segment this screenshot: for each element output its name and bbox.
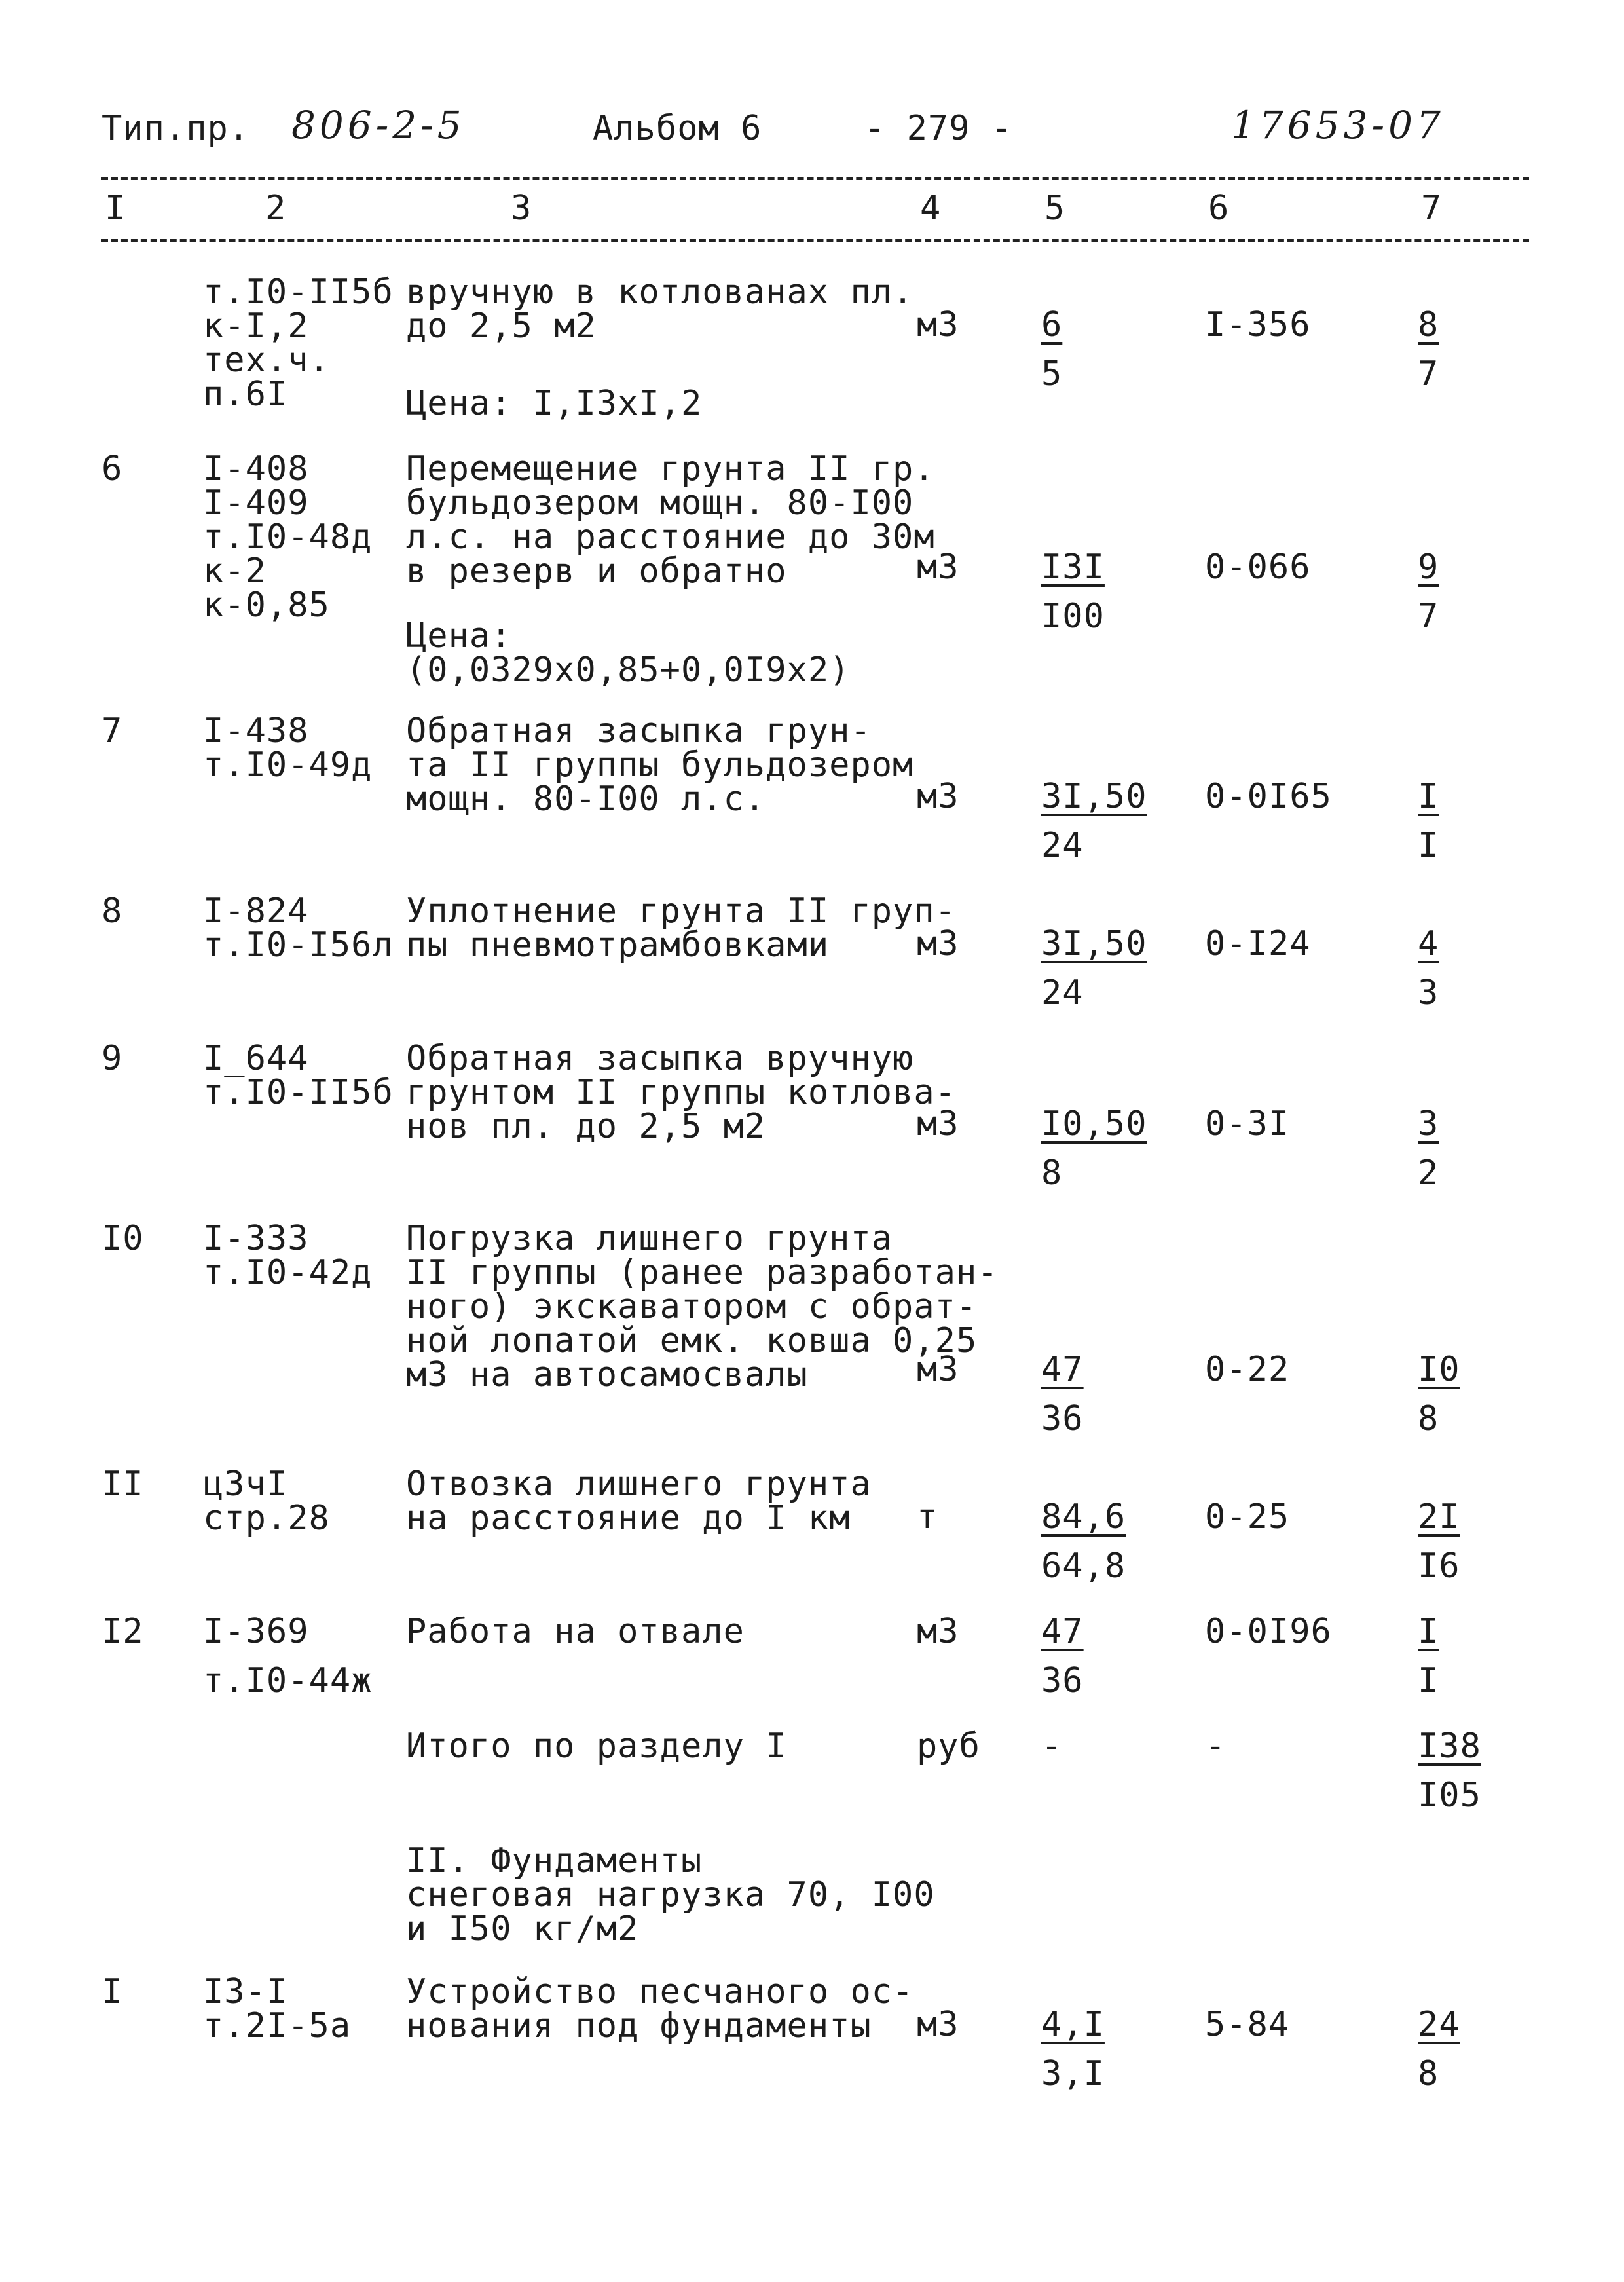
row-quantity-total: 84,6 (1041, 1497, 1126, 1537)
total-unit: руб (917, 1727, 980, 1766)
row-unit: м3 (917, 777, 959, 816)
row-cost: 7 (1418, 354, 1439, 394)
row-number: 8 (101, 891, 123, 931)
album-label: Альбом 6 (593, 109, 762, 148)
row-cost: 7 (1418, 597, 1439, 636)
row-quantity: 8 (1041, 1153, 1063, 1193)
row-cost-total: I (1418, 1612, 1439, 1651)
row-cost-total: 3 (1418, 1104, 1439, 1144)
row-quantity: 24 (1041, 973, 1084, 1013)
total-cost: I05 (1418, 1776, 1481, 1815)
row-code: I-408 I-409 т.I0-48д к-2 к-0,85 (203, 449, 373, 625)
row-price: Цена: I,I3xI,2 (406, 384, 703, 423)
row-cost-total: 9 (1418, 548, 1439, 587)
column-header-3: 3 (511, 189, 532, 228)
row-code: I_644 т.I0-II5б (203, 1039, 394, 1112)
row-code: I-824 т.I0-I56л (203, 891, 394, 965)
row-cost: 8 (1418, 1399, 1439, 1438)
row-cost: 3 (1418, 973, 1439, 1013)
project-number: 806-2-5 (291, 103, 466, 147)
row-description: вручную в котлованах пл. до 2,5 м2 (406, 272, 914, 346)
row-cost-total: 4 (1418, 924, 1439, 963)
column-header-top-rule (101, 177, 1529, 180)
page-number: - 279 - (864, 109, 1013, 148)
row-quantity: 64,8 (1041, 1546, 1126, 1586)
column-header-bottom-rule (101, 239, 1529, 242)
row-quantity-total: 47 (1041, 1612, 1084, 1651)
column-header-4: 4 (920, 189, 942, 228)
row-rate: 5-84 (1205, 2005, 1290, 2044)
row-number: I2 (101, 1612, 144, 1651)
row-unit: м3 (917, 1350, 959, 1389)
column-header-6: 6 (1208, 189, 1230, 228)
row-code-table: т.I0-44ж (203, 1661, 373, 1700)
row-price: Цена: (0,0329x0,85+0,0I9x2) (406, 616, 851, 690)
row-unit: м3 (917, 1104, 959, 1144)
row-unit: м3 (917, 924, 959, 963)
row-description: Обратная засыпка грун- та II группы бульдозером мощн. 80-I00 л.с. (406, 711, 914, 819)
row-quantity-total: 3I,50 (1041, 924, 1147, 963)
row-unit: м3 (917, 2005, 959, 2044)
row-cost-total: 24 (1418, 2005, 1460, 2044)
row-rate: 0-22 (1205, 1350, 1290, 1389)
row-number: 9 (101, 1039, 123, 1078)
row-number: 6 (101, 449, 123, 489)
row-description: Уплотнение грунта II груп- пы пневмотрамбовками (406, 891, 956, 965)
row-number: I (101, 1972, 123, 2011)
row-cost: I (1418, 826, 1439, 865)
row-quantity: 36 (1041, 1661, 1084, 1700)
row-cost: 2 (1418, 1153, 1439, 1193)
row-cost-total: 8 (1418, 305, 1439, 345)
total-quantity: - (1041, 1727, 1063, 1766)
total-cost-total: I38 (1418, 1727, 1481, 1766)
row-number: 7 (101, 711, 123, 751)
row-description: Работа на отвале (406, 1612, 745, 1651)
row-cost-total: I (1418, 777, 1439, 816)
row-description: Перемещение грунта II гр. бульдозером мощн. 80-I00 л.с. на расстояние до 30м в резерв и обратно (406, 449, 935, 591)
total-rate: - (1205, 1727, 1227, 1766)
row-unit: м3 (917, 548, 959, 587)
row-quantity-total: 47 (1041, 1350, 1084, 1389)
row-description: Обратная засыпка вручную грунтом II группы котлова- нов пл. до 2,5 м2 (406, 1039, 956, 1146)
row-code: I-333 т.I0-42д (203, 1219, 373, 1292)
row-code: I3-I т.2I-5а (203, 1972, 352, 2046)
row-quantity: 5 (1041, 354, 1063, 394)
row-cost: I (1418, 1661, 1439, 1700)
row-rate: 0-0I96 (1205, 1612, 1332, 1651)
row-description: Отвозка лишнего грунта на расстояние до I км (406, 1465, 872, 1538)
row-unit: м3 (917, 1612, 959, 1651)
row-quantity-total: I3I (1041, 548, 1105, 587)
row-quantity-total: 4,I (1041, 2005, 1105, 2044)
section-heading: II. Фундаменты снеговая нагрузка 70, I00 и I50 кг/м2 (406, 1841, 935, 1949)
row-cost: I6 (1418, 1546, 1460, 1586)
row-cost-total: I0 (1418, 1350, 1460, 1389)
row-rate: 0-I24 (1205, 924, 1311, 963)
total-label: Итого по разделу I (406, 1727, 787, 1766)
row-description: Погрузка лишнего грунта II группы (ранее разработан- ного) экскаватором с обрат- ной лопатой емк. ковша 0,25 м3 на автосамосвалы (406, 1219, 999, 1394)
row-number: I0 (101, 1219, 144, 1258)
row-unit: т (917, 1497, 938, 1537)
row-rate: 0-25 (1205, 1497, 1290, 1537)
row-quantity: 24 (1041, 826, 1084, 865)
row-code: т.I0-II5б к-I,2 тех.ч. п.6I (203, 272, 394, 414)
row-quantity-total: 6 (1041, 305, 1063, 345)
row-quantity-total: 3I,50 (1041, 777, 1147, 816)
row-unit: м3 (917, 305, 959, 345)
row-rate: 0-066 (1205, 548, 1311, 587)
row-cost: 8 (1418, 2054, 1439, 2093)
row-quantity: I00 (1041, 597, 1105, 636)
row-quantity: 36 (1041, 1399, 1084, 1438)
column-header-1: I (105, 189, 126, 228)
row-quantity-total: I0,50 (1041, 1104, 1147, 1144)
row-code: ц3чI стр.28 (203, 1465, 330, 1538)
row-rate: 0-3I (1205, 1104, 1290, 1144)
column-header-7: 7 (1421, 189, 1443, 228)
row-cost-total: 2I (1418, 1497, 1460, 1537)
document-number: 17653-07 (1231, 103, 1445, 147)
row-number: II (101, 1465, 144, 1504)
header-label: Тип.пр. (101, 109, 250, 148)
column-header-5: 5 (1044, 189, 1066, 228)
row-code: I-369 (203, 1612, 309, 1651)
row-rate: 0-0I65 (1205, 777, 1332, 816)
row-description: Устройство песчаного ос- нования под фундаменты (406, 1972, 914, 2046)
row-rate: I-356 (1205, 305, 1311, 345)
column-header-2: 2 (265, 189, 287, 228)
row-quantity: 3,I (1041, 2054, 1105, 2093)
row-code: I-438 т.I0-49д (203, 711, 373, 785)
